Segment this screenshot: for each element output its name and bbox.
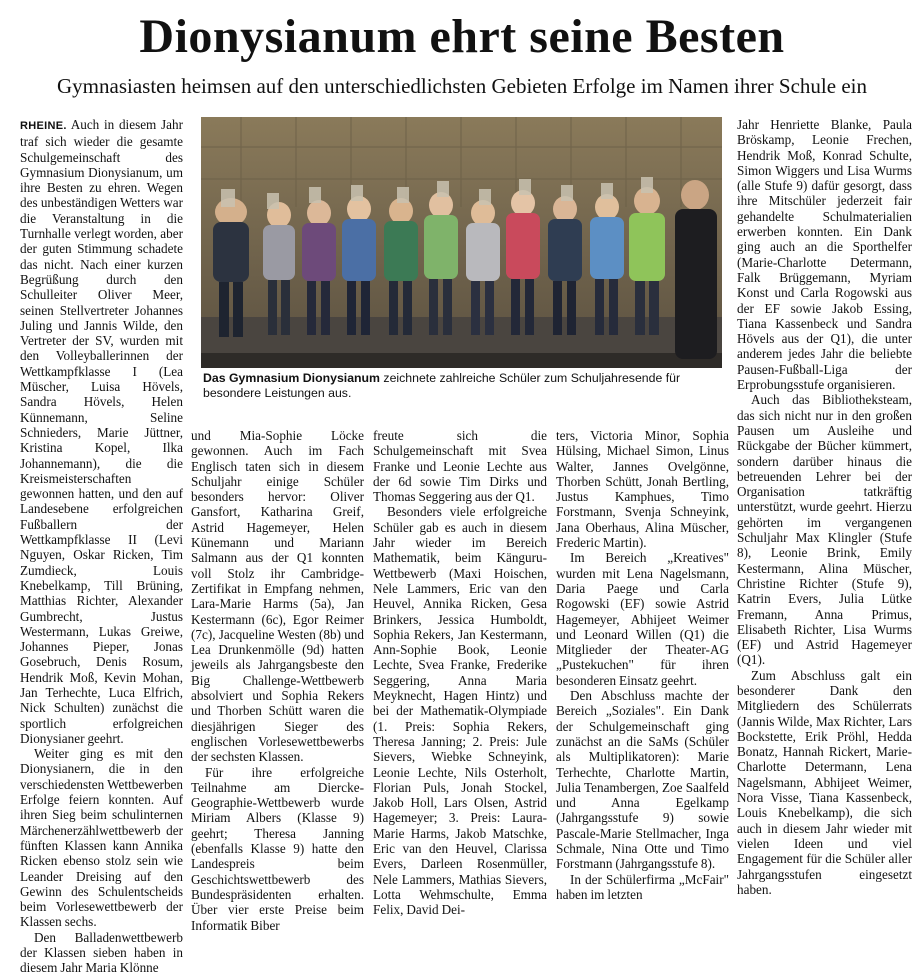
caption-text: zeichnete zahlreiche Schüler zum Schuljahresende für besondere Leistungen aus.	[203, 371, 681, 400]
paragraph: Weiter ging es mit den Dionysianern, die in den verschiedensten Wettbewerben Erfolge feiern konnten. Auf ihren Sieg beim schulinternen Märchenerzählwettbewerb der fünften Klassen kann Annika Ricken ebenso stolz sein wie Leander Dreising auf den Gewinn des Schulentscheids beim Vorlesewettbewerb der Klassen sechs.	[20, 746, 183, 930]
paragraph: Im Bereich „Kreatives" wurden mit Lena Nagelsmann, Daria Paege und Carla Rogowski (EF) sowie Astrid Hagemeyer, Abhijeet Weimer und Leonard Willen (Q1) die Mitglieder der Theater-AG „Pustekuchen" für ihren besonderen Einsatz geehrt.	[556, 550, 729, 688]
column-3	[373, 428, 547, 918]
group-photo-illustration	[201, 117, 722, 368]
paragraph: Besonders viele erfolgreiche Schüler gab es auch in diesem Jahr wieder im Bereich Mathematik, beim Känguru-Wettbewerb (Maxi Hoischen, Nele Lammers, Eric van den Heuvel, Annika Ricken, Gesa Brinkers, Jessica Humboldt, Sophia Rekers, Jan Kestermann, Ann-Sophie Book, Leonie Lechte, Svea Franke, Frederike Seggering, Anna Maria Meyknecht, Hagen Hintz) und bei der Mathematik-Olympiade (1. Preis: Sophia Rekers, Theresa Janning; 2. Preis: Jule Sievers, Wiebke Schneyink, Leonie Lechte, Nils Osterholt, Florian Puls, Jonah Stockel, Jakob Holl, Lars Olsen, Astrid Hagemeyer; 3. Preis: Laura-Marie Harms, Jakob Matschke, Eric van den Heuvel, Clarissa Evers, Darleen Rosenmüller, Nele Lammers, Mathias Sievers, Lotta Wehmschulte, Emma Felix, David Dei-	[373, 504, 547, 918]
paragraph: Den Balladenwettbewerb der Klassen sieben haben in diesem Jahr Maria Klönne	[20, 929, 183, 976]
paragraph: Den Abschluss machte der Bereich „Soziales". Ein Dank der Schulgemeinschaft ging zunächst an die SaMs (Schüler als Multiplikatoren): Marie Terhechte, Charlotte Martin, Julia Tenambergen, Zoe Saalfeld und Anna Egelkamp (Jahrgangsstufe 9) sowie Pascale-Marie Stellmacher, Inga Schmale, Nina Otte und Timo Forstmann (Jahrgangsstufe 8).	[556, 688, 729, 872]
column-1	[20, 117, 183, 976]
column-5	[737, 117, 912, 897]
paragraph: Auch das Bibliotheksteam, das sich nicht nur in den großen Pausen um Ausleihe und Rückgabe der Bücher kümmert, sondern darüber hinaus die betreuenden Lehrer bei der Organisation tatkräftig unterstützt, wurde geehrt. Hierzu gehörten im vergangenen Schuljahr Max Klingler (Stufe 8), Leonie Brink, Emily Kestermann, Alina Müscher, Christine Richter (Stufe 9), Katrin Evers, Julia Lütke Fremann, Anna Primus, Elisabeth Richter, Lisa Wurms (EF) und Astrid Hagemeyer (Q1).	[737, 392, 912, 668]
subheadline: Gymnasiasten heimsen auf den unterschiedlichsten Gebieten Erfolge im Namen ihrer Schule ein	[57, 74, 867, 98]
paragraph: und Mia-Sophie Löcke gewonnen. Auch im Fach Englisch taten sich in diesem Schuljahr einige Schüler besonders hervor: Oliver Gansfort, Katharina Greif, Astrid Hagemeyer, Helen Künemann und Mariann Salmann aus der Q1 konnten voll Stolz ihr Cambridge-Zertifikat in Empfang nehmen, Lara-Marie Harms (5a), Jan Kestermann (6c), Egor Reimer (7c), Jacqueline Westen (8b) und Lea Drunkenmölle (9d) hatten jeweils als Jahrgangsbeste den Big Challenge-Wettbewerb absolviert und Sophia Rekers und Thorben Schütt waren die diesjährigen Sieger des englischen Vorlesewettbewerbs der sechsten Klassen.	[191, 428, 364, 765]
group-photo	[201, 117, 722, 368]
column-2	[191, 428, 364, 933]
caption-bold: Das Gymnasium Dionysianum	[203, 371, 380, 385]
paragraph: ters, Victoria Minor, Sophia Hülsing, Michael Simon, Linus Walter, Jannes Ovelgönne, Thorben Schütt, Jonah Bertling, Justus Kamphues, Timo Forstmann, Svenja Schneyink, Jana Oberhaus, Alina Müscher, Frederic Martin).	[556, 428, 729, 551]
paragraph: Zum Abschluss galt ein besonderer Dank den Mitgliedern des Schülerrats (Jannis Wilde, Max Richter, Lars Bockstette, Erik Pröhl, Hedda Bonatz, Hannah Rickert, Marie-Charlotte Determann, Lena Nagelsmann, Abhijeet Weimer, Nora Visse, Tiana Kassenbeck, Louis Knebelkamp), die sich auch in diesem Jahr wieder mit vielen Ideen und viel Engagement für die Schüler aller Jahrgangsstufen eingesetzt haben.	[737, 667, 912, 897]
paragraph: Jahr Henriette Blanke, Paula Bröskamp, Leonie Frechen, Hendrik Moß, Konrad Schulte, Simon Wiggers und Lisa Wurms (alle Stufe 9) dafür gesorgt, dass ihre Mitschüler jederzeit fair gehandelte Schulmaterialien erwerben konnten. Ein Dank ging auch an die Sporthelfer (Marie-Charlotte Determann, Falk Brüggemann, Myriam Konst und Carla Rogowski aus der EF sowie Jakob Essing, Tiana Kassenbeck und Sandra Hövels aus der Q1), die unter anderem jedes Jahr die beliebte Pausen-Fußball-Liga der Erprobungsstufe organisieren.	[737, 117, 912, 393]
photo-caption	[203, 371, 723, 401]
column-4	[556, 428, 729, 902]
headline: Dionysianum ehrt seine Besten	[139, 10, 785, 63]
paragraph: RHEINE. Auch in diesem Jahr traf sich wieder die gesamte Schulgemeinschaft des Gymnasium Dionysianum, um ihre Besten zu ehren. Wegen des unbeständigen Wetters war die Veranstaltung in die Turnhalle verlegt worden, aber der guten Stimmung schadete das nicht. Nach einer kurzen Begrüßung durch den Schulleiter Oliver Meer, seinen Stellvertreter Johannes Juling und Jannis Wilde, den Vertreter der SV, wurden mit den Volleyballerinnen der Wettkampfklasse I (Lea Müscher, Luisa Hövels, Sandra Hövels, Helen Künnemann, Seline Schnieders, Marie Jüttner, Kristina Kopel, Ilka Johannemann), die die Kreismeisterschaften gewonnen hatten, und den auf Landesebene erfolgreichen Fußballern der Wettkampfklasse II (Levi Nguyen, Oskar Ricken, Tim Zumdieck, Louis Knebelkamp, Till Brüning, Matthias Richter, Alexander Gumbrecht, Justus Westermann, Lukas Greiwe, Johannes Pieper, Jonas Gosebruch, Denis Rosum, Hendrik Moß, Kevin Mohan, Jan Terhechte, Luca Elfrich, Nick Schulten) zunächst die sportlich erfolgreichen Dionysianer geehrt.	[20, 117, 183, 746]
paragraph: freute sich die Schulgemeinschaft mit Svea Franke und Leonie Lechte aus der 6d sowie Tim Dirks und Thomas Seggering aus der Q1.	[373, 428, 547, 505]
dateline: RHEINE.	[20, 120, 67, 132]
paragraph: In der Schülerfirma „McFair" haben im letzten	[556, 871, 729, 902]
paragraph: Für ihre erfolgreiche Teilnahme am Diercke-Geographie-Wettbewerb wurde Miriam Albers (Klasse 9) geehrt; Theresa Janning (ebenfalls Klasse 9) hatte den Landespreis beim Geschichtswettbewerb des Bundespräsidenten erhalten. Über vier erste Preise beim Informatik Biber	[191, 764, 364, 933]
